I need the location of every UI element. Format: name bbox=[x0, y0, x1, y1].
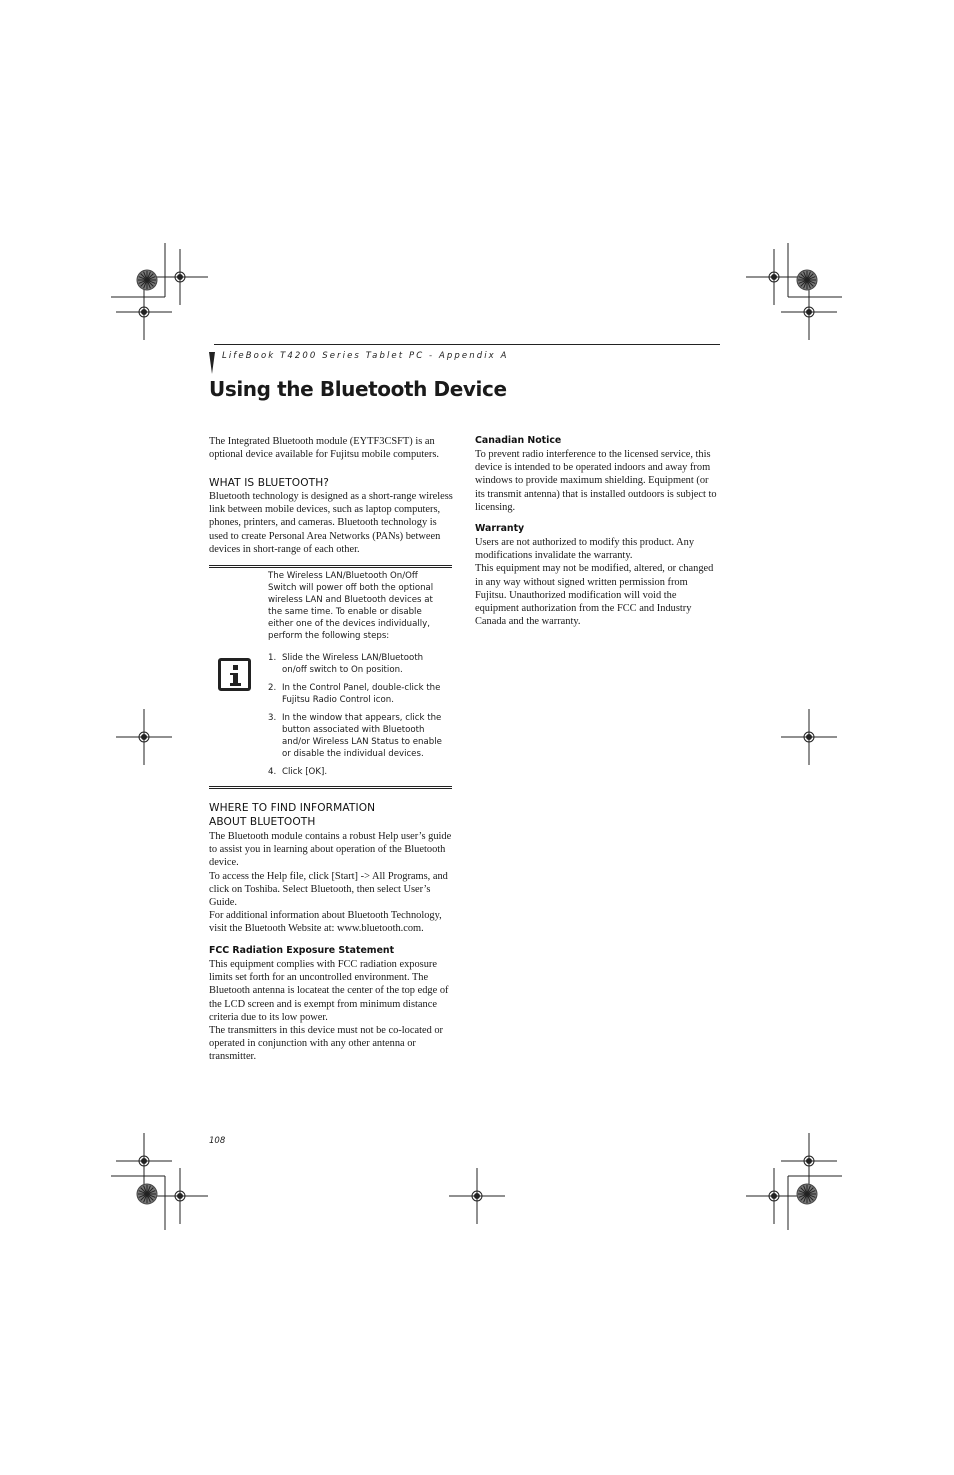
header-rule bbox=[214, 344, 720, 345]
note-step: 4. Click [OK]. bbox=[268, 767, 328, 777]
what-is-bluetooth-heading: WHAT IS BLUETOOTH? bbox=[209, 477, 330, 489]
registration-target-center bbox=[142, 310, 147, 315]
registration-target-center bbox=[475, 1194, 480, 1199]
intro-paragraph: The Integrated Bluetooth module (EYTF3CSFT) is an optional device available for Fujitsu mobile computers. bbox=[209, 436, 439, 461]
page-number: 108 bbox=[209, 1136, 226, 1146]
warranty-paragraph: Users are not authorized to modify this product. Any modifications invalidate the warranty. bbox=[475, 537, 695, 562]
where-body bbox=[209, 830, 454, 936]
warranty-heading: Warranty bbox=[475, 523, 525, 534]
info-icon bbox=[218, 658, 251, 691]
what-is-bluetooth-body: Bluetooth technology is designed as a short-range wireless link between mobile devices, such as laptop computers, phones, printers, and cameras. Bluetooth technology is used to create Personal Area Networks (PANs) between devices in short-range of each other. bbox=[209, 491, 453, 555]
registration-target-center bbox=[807, 735, 812, 740]
fcc-heading: FCC Radiation Exposure Statement bbox=[209, 945, 395, 956]
fcc-paragraph: The transmitters in this device must not be co-located or operated in conjunction with any other antenna or transmitter. bbox=[209, 1025, 444, 1063]
fcc-body bbox=[209, 958, 454, 1064]
note-top-rule-2 bbox=[209, 567, 452, 568]
note-content bbox=[268, 570, 448, 778]
where-paragraph: To access the Help file, click [Start] -> All Programs, and click on Toshiba. Select Bluetooth, then select User’s Guide. bbox=[209, 870, 448, 909]
fcc-paragraph: This equipment complies with FCC radiation exposure limits set forth for an uncontrolled environment. The Bluetooth antenna is locateat the center of the top edge of the LCD screen and is exempt from minimum distance criteria due to its low power. bbox=[209, 959, 449, 1023]
note-step: 3. In the window that appears, click the button associated with Bluetooth and/or Wireless LAN Status to enable or disable the individual devices. bbox=[268, 713, 442, 759]
registration-target-center bbox=[178, 275, 183, 280]
note-top-rule bbox=[209, 565, 452, 566]
registration-target-center bbox=[772, 275, 777, 280]
canadian-notice-body: To prevent radio interference to the licensed service, this device is intended to be operated indoors and away from windows to provide maximum shielding. Equipment (or its transmit antenna) that is installed outdoors is subject to licensing. bbox=[475, 449, 717, 513]
registration-target-center bbox=[807, 310, 812, 315]
note-bottom-rule bbox=[209, 786, 452, 787]
registration-target-center bbox=[142, 735, 147, 740]
page-title: Using the Bluetooth Device bbox=[209, 377, 507, 401]
where-paragraph: For additional information about Bluetooth Technology, visit the Bluetooth Website at: www.bluetooth.com. bbox=[209, 910, 442, 935]
where-heading-line1: WHERE TO FIND INFORMATION bbox=[209, 802, 376, 814]
where-heading-line2: ABOUT BLUETOOTH bbox=[209, 816, 316, 828]
warranty-paragraph: This equipment may not be modified, altered, or changed in any way without signed written permission from Fujitsu. Unauthorized modification will void the equipment authorization from the FCC and Industry Canada and the warranty. bbox=[475, 563, 714, 628]
running-header: LifeBook T4200 Series Tablet PC - Appendix A bbox=[222, 351, 509, 361]
note-step: 2. In the Control Panel, double-click the Fujitsu Radio Control icon. bbox=[268, 683, 441, 705]
canadian-notice-heading: Canadian Notice bbox=[475, 435, 562, 446]
note-intro: The Wireless LAN/Bluetooth On/Off Switch will power off both the optional wireless LAN and Bluetooth devices at the same time. To enable or disable either one of the devices individually, perform the following steps: bbox=[268, 571, 434, 641]
where-paragraph: The Bluetooth module contains a robust Help user’s guide to assist you in learning about operation of the Bluetooth device. bbox=[209, 831, 452, 869]
registration-target-center bbox=[178, 1194, 183, 1199]
note-bottom-rule-2 bbox=[209, 788, 452, 789]
warranty-body bbox=[475, 536, 720, 628]
note-step: 1. Slide the Wireless LAN/Bluetooth on/off switch to On position. bbox=[268, 653, 424, 675]
where-heading bbox=[209, 801, 375, 829]
registration-target-center bbox=[142, 1159, 147, 1164]
header-flag-mark bbox=[209, 352, 215, 374]
note-steps bbox=[268, 652, 448, 778]
registration-target-center bbox=[772, 1194, 777, 1199]
registration-target-center bbox=[807, 1159, 812, 1164]
